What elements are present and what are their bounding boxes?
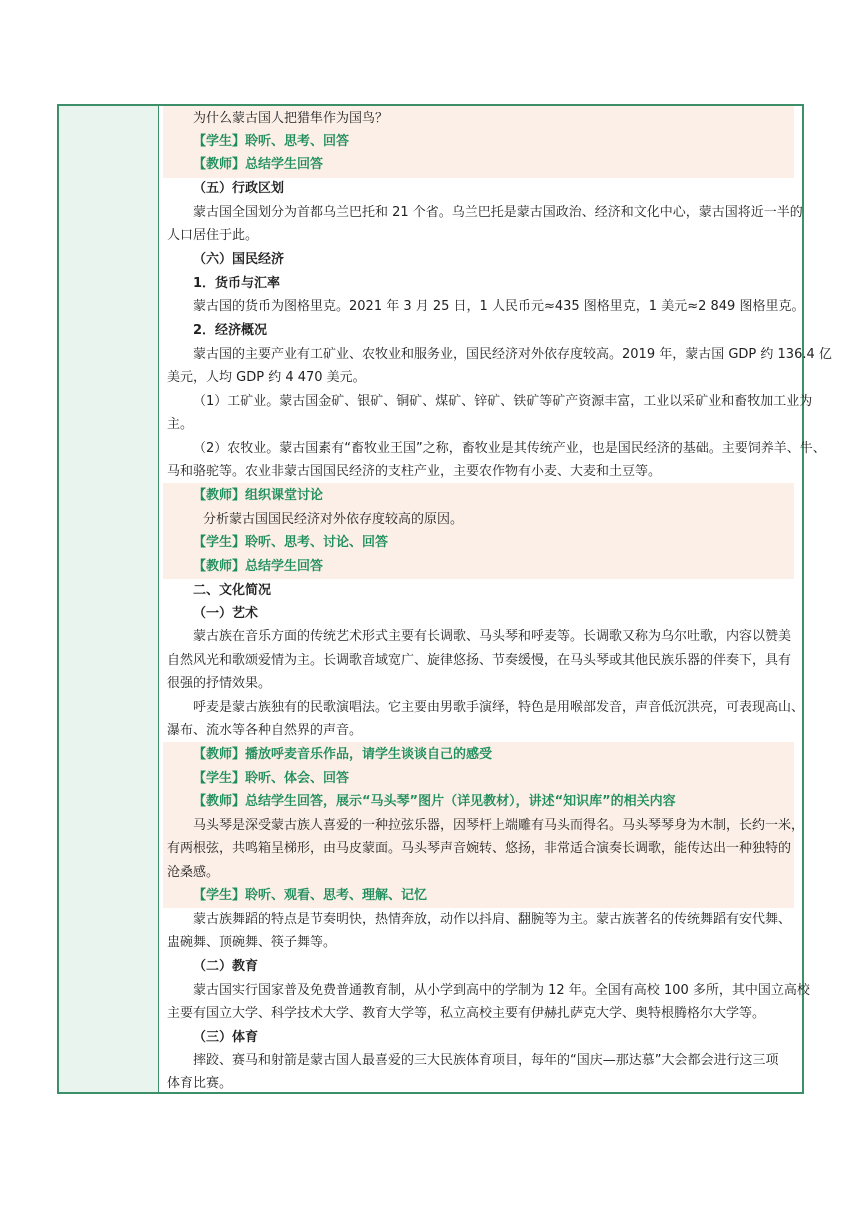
section-heading: （二）教育 xyxy=(193,959,259,974)
text-line: 主要有国立大学、科学技术大学、教育大学等，私立高校主要有伊赫扎萨克大学、奥特根腾格尔大学等。 xyxy=(167,1006,766,1021)
section-heading: （三）体育 xyxy=(193,1030,259,1045)
text-line: 蒙古国的主要产业有工矿业、农牧业和服务业，国民经济对外依存度较高。2019 年，蒙古国 GDP 约 136.4 亿 xyxy=(193,347,832,362)
text-line: 分析蒙古国国民经济对外依存度较高的原因。 xyxy=(203,512,464,527)
text-line: 沧桑感。 xyxy=(167,865,220,880)
student-activity: 【学生】聆听、思考、讨论、回答 xyxy=(193,535,389,550)
text-line: 主。 xyxy=(167,417,194,432)
text-line: 自然风光和歌颂爱情为主。长调歌音域宽广、旋律悠扬、节奏缓慢，在马头琴或其他民族乐器的伴奏下，具有 xyxy=(167,653,792,668)
text-line: 马和骆驼等。农业非蒙古国国民经济的支柱产业，主要农作物有小麦、大麦和土豆等。 xyxy=(167,464,662,479)
text-line: 有两根弦，共鸣箱呈梯形，由马皮蒙面。马头琴声音婉转、悠扬，非常适合演奏长调歌，能传达出一种独特的 xyxy=(167,841,792,856)
teacher-activity: 【教师】总结学生回答 xyxy=(193,559,324,574)
text-line: 蒙古族舞蹈的特点是节奏明快，热情奔放，动作以抖肩、翻腕等为主。蒙古族著名的传统舞蹈有安代舞、 xyxy=(193,912,792,927)
text-line: 蒙古国的货币为图格里克。2021 年 3 月 25 日，1 人民币元≈435 图格里克，1 美元≈2 849 图格里克。 xyxy=(193,299,805,314)
text-line: 蒙古国实行国家普及免费普通教育制，从小学到高中的学制为 12 年。全国有高校 100 多所，其中国立高校 xyxy=(193,983,810,998)
teacher-activity: 【教师】播放呼麦音乐作品，请学生谈谈自己的感受 xyxy=(193,747,493,762)
teacher-activity: 【教师】总结学生回答 xyxy=(193,157,324,172)
text-line: 为什么蒙古国人把猎隼作为国鸟？ xyxy=(193,111,389,126)
section-heading: （一）艺术 xyxy=(193,606,259,621)
student-activity: 【学生】聆听、体会、回答 xyxy=(193,771,350,786)
text-line: 马头琴是深受蒙古族人喜爱的一种拉弦乐器，因琴杆上端雕有马头而得名。马头琴琴身为木制，长约一米， xyxy=(193,818,805,833)
text-line: 蒙古族在音乐方面的传统艺术形式主要有长调歌、马头琴和呼麦等。长调歌又称为乌尔吐歌，内容以赞美 xyxy=(193,629,792,644)
text-line: 摔跤、赛马和射箭是蒙古国人最喜爱的三大民族体育项目，每年的“国庆—那达慕”大会都会进行这三项 xyxy=(193,1053,779,1068)
text-line: 蒙古国全国划分为首都乌兰巴托和 21 个省。乌兰巴托是蒙古国政治、经济和文化中心，蒙古国将近一半的 xyxy=(193,205,803,220)
text-line: 美元，人均 GDP 约 4 470 美元。 xyxy=(167,370,366,385)
teacher-activity: 【教师】组织课堂讨论 xyxy=(193,488,324,503)
label-column xyxy=(59,106,159,1092)
text-line: 体育比赛。 xyxy=(167,1076,233,1091)
text-line: （1）工矿业。蒙古国金矿、银矿、铜矿、煤矿、锌矿、铁矿等矿产资源丰富，工业以采矿业和畜牧加工业为 xyxy=(193,394,813,409)
section-heading: （六）国民经济 xyxy=(193,252,285,267)
text-line: 瀑布、流水等各种自然界的声音。 xyxy=(167,723,363,738)
section-heading: 二、文化简况 xyxy=(193,583,272,598)
student-activity: 【学生】聆听、思考、回答 xyxy=(193,134,350,149)
text-line: 很强的抒情效果。 xyxy=(167,676,272,691)
subsection-heading: 2．经济概况 xyxy=(193,323,268,338)
text-line: 盅碗舞、顶碗舞、筷子舞等。 xyxy=(167,935,337,950)
text-line: 呼麦是蒙古族独有的民歌演唱法。它主要由男歌手演绎，特色是用喉部发音，声音低沉洪亮，可表现高山、 xyxy=(193,700,805,715)
subsection-heading: 1．货币与汇率 xyxy=(193,276,281,291)
lesson-table xyxy=(57,104,832,1094)
student-activity: 【学生】聆听、观看、思考、理解、记忆 xyxy=(193,888,428,903)
section-heading: （五）行政区划 xyxy=(193,181,285,196)
text-line: 人口居住于此。 xyxy=(167,228,259,243)
content-column xyxy=(159,106,832,1092)
teacher-activity: 【教师】总结学生回答，展示“马头琴”图片（详见教材），讲述“知识库”的相关内容 xyxy=(193,794,676,809)
text-line: （2）农牧业。蒙古国素有“畜牧业王国”之称，畜牧业是其传统产业，也是国民经济的基础。主要饲养羊、牛、 xyxy=(193,441,826,456)
